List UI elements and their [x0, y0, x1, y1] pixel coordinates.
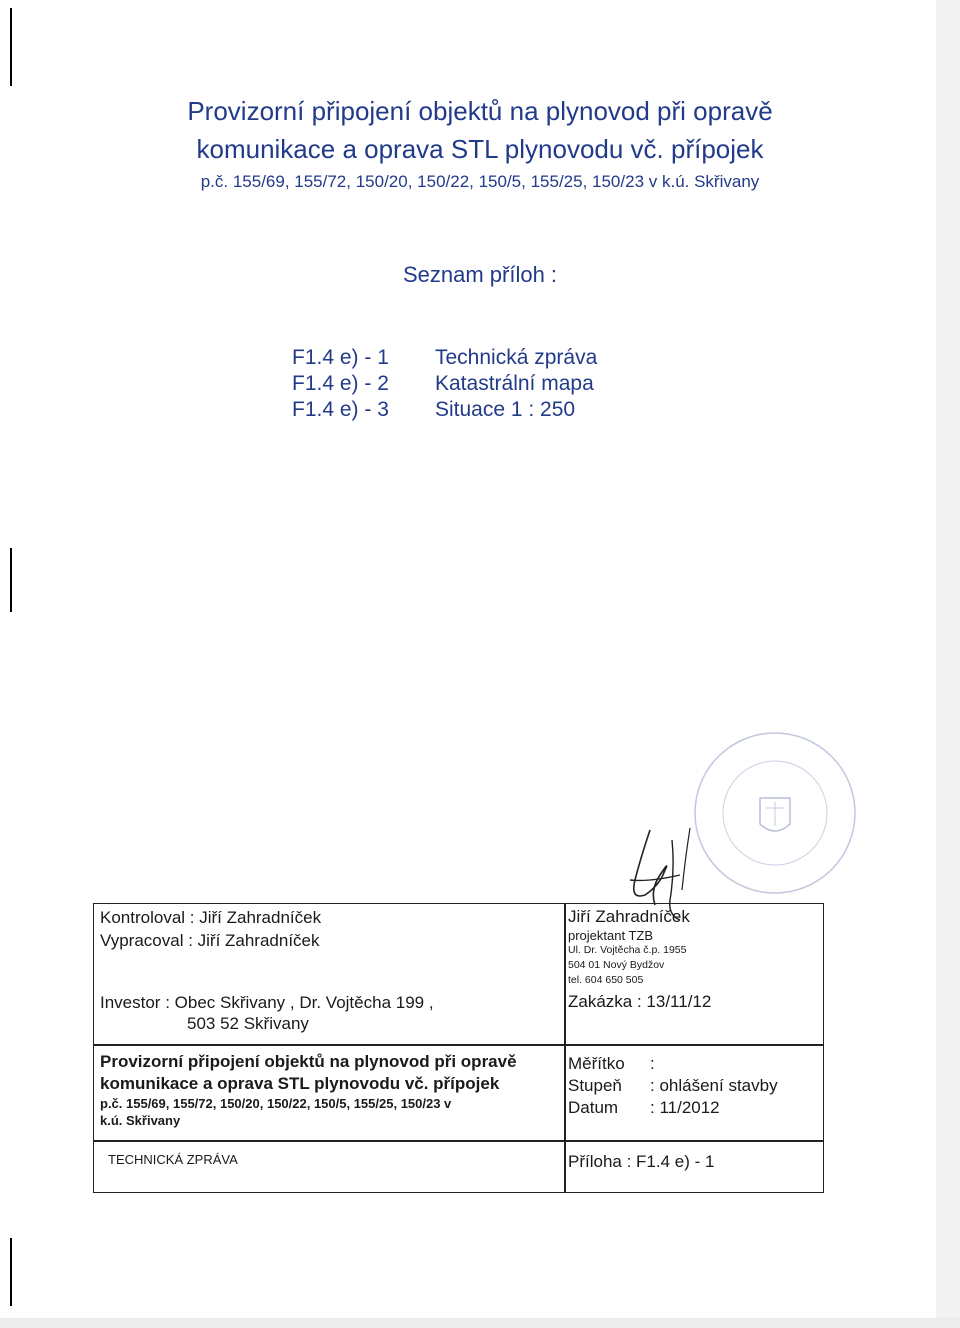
attachment-item	[292, 346, 597, 370]
attachment-code: F1.4 e) - 1	[292, 346, 389, 369]
zakazka-field: Zakázka : 13/11/12	[568, 992, 712, 1011]
designer-name: Jiří Zahradníček	[568, 907, 690, 926]
title-line-3: p.č. 155/69, 155/72, 150/20, 150/22, 150/5, 155/25, 150/23 v k.ú. Skřivany	[200, 172, 760, 191]
designer-street: Ul. Dr. Vojtěcha č.p. 1955	[568, 944, 687, 956]
kontroloval-field: Kontroloval : Jiří Zahradníček	[100, 908, 322, 927]
attachment-code: F1.4 e) - 3	[292, 398, 389, 421]
official-stamp-seal	[690, 728, 860, 898]
title-line-1: Provizorní připojení objektů na plynovod při opravě	[187, 96, 773, 126]
document-type: TECHNICKÁ ZPRÁVA	[108, 1152, 238, 1167]
attachment-name: Situace 1 : 250	[435, 398, 576, 421]
designer-city: 504 01 Nový Bydžov	[568, 959, 665, 971]
binder-hole-line-top	[10, 8, 12, 86]
title-block-row-line	[94, 1140, 823, 1142]
designer-phone: tel. 604 650 505	[568, 974, 644, 986]
datum-value: : 11/2012	[650, 1098, 720, 1117]
project-title-line-2: komunikace a oprava STL plynovodu vč. přípojek	[100, 1074, 500, 1093]
title-block-divider	[564, 904, 566, 1192]
binder-hole-line-middle	[10, 548, 12, 612]
stupen-label: Stupeň	[568, 1076, 622, 1095]
title-line-2: komunikace a oprava STL plynovodu vč. přípojek	[196, 134, 764, 164]
vypracoval-field: Vypracoval : Jiří Zahradníček	[100, 931, 320, 950]
scan-edge-right	[936, 0, 960, 1328]
project-title-line-4: k.ú. Skřivany	[100, 1113, 181, 1128]
meritko-separator: :	[650, 1054, 655, 1073]
datum-label: Datum	[568, 1098, 619, 1117]
attachment-code: F1.4 e) - 2	[292, 372, 389, 395]
designer-role: projektant TZB	[568, 928, 654, 943]
investor-address: 503 52 Skřivany	[187, 1014, 309, 1033]
project-title-line-1: Provizorní připojení objektů na plynovod při opravě	[100, 1052, 517, 1071]
priloha-field: Příloha : F1.4 e) - 1	[568, 1152, 715, 1171]
stupen-value: : ohlášení stavby	[650, 1076, 778, 1095]
attachment-item	[292, 372, 594, 396]
binder-hole-line-bottom	[10, 1238, 12, 1306]
attachments-heading: Seznam příloh :	[402, 262, 558, 287]
attachment-name: Katastrální mapa	[435, 372, 594, 395]
meritko-label: Měřítko	[568, 1054, 625, 1073]
investor-field: Investor : Obec Skřivany , Dr. Vojtěcha 199 ,	[100, 993, 434, 1012]
attachment-item	[292, 398, 575, 422]
scan-edge-bottom	[0, 1318, 960, 1328]
project-title-line-3: p.č. 155/69, 155/72, 150/20, 150/22, 150/5, 155/25, 150/23 v	[100, 1096, 452, 1111]
attachment-name: Technická zpráva	[435, 346, 598, 369]
title-block-row-line	[94, 1044, 823, 1046]
title-block	[93, 903, 824, 1193]
